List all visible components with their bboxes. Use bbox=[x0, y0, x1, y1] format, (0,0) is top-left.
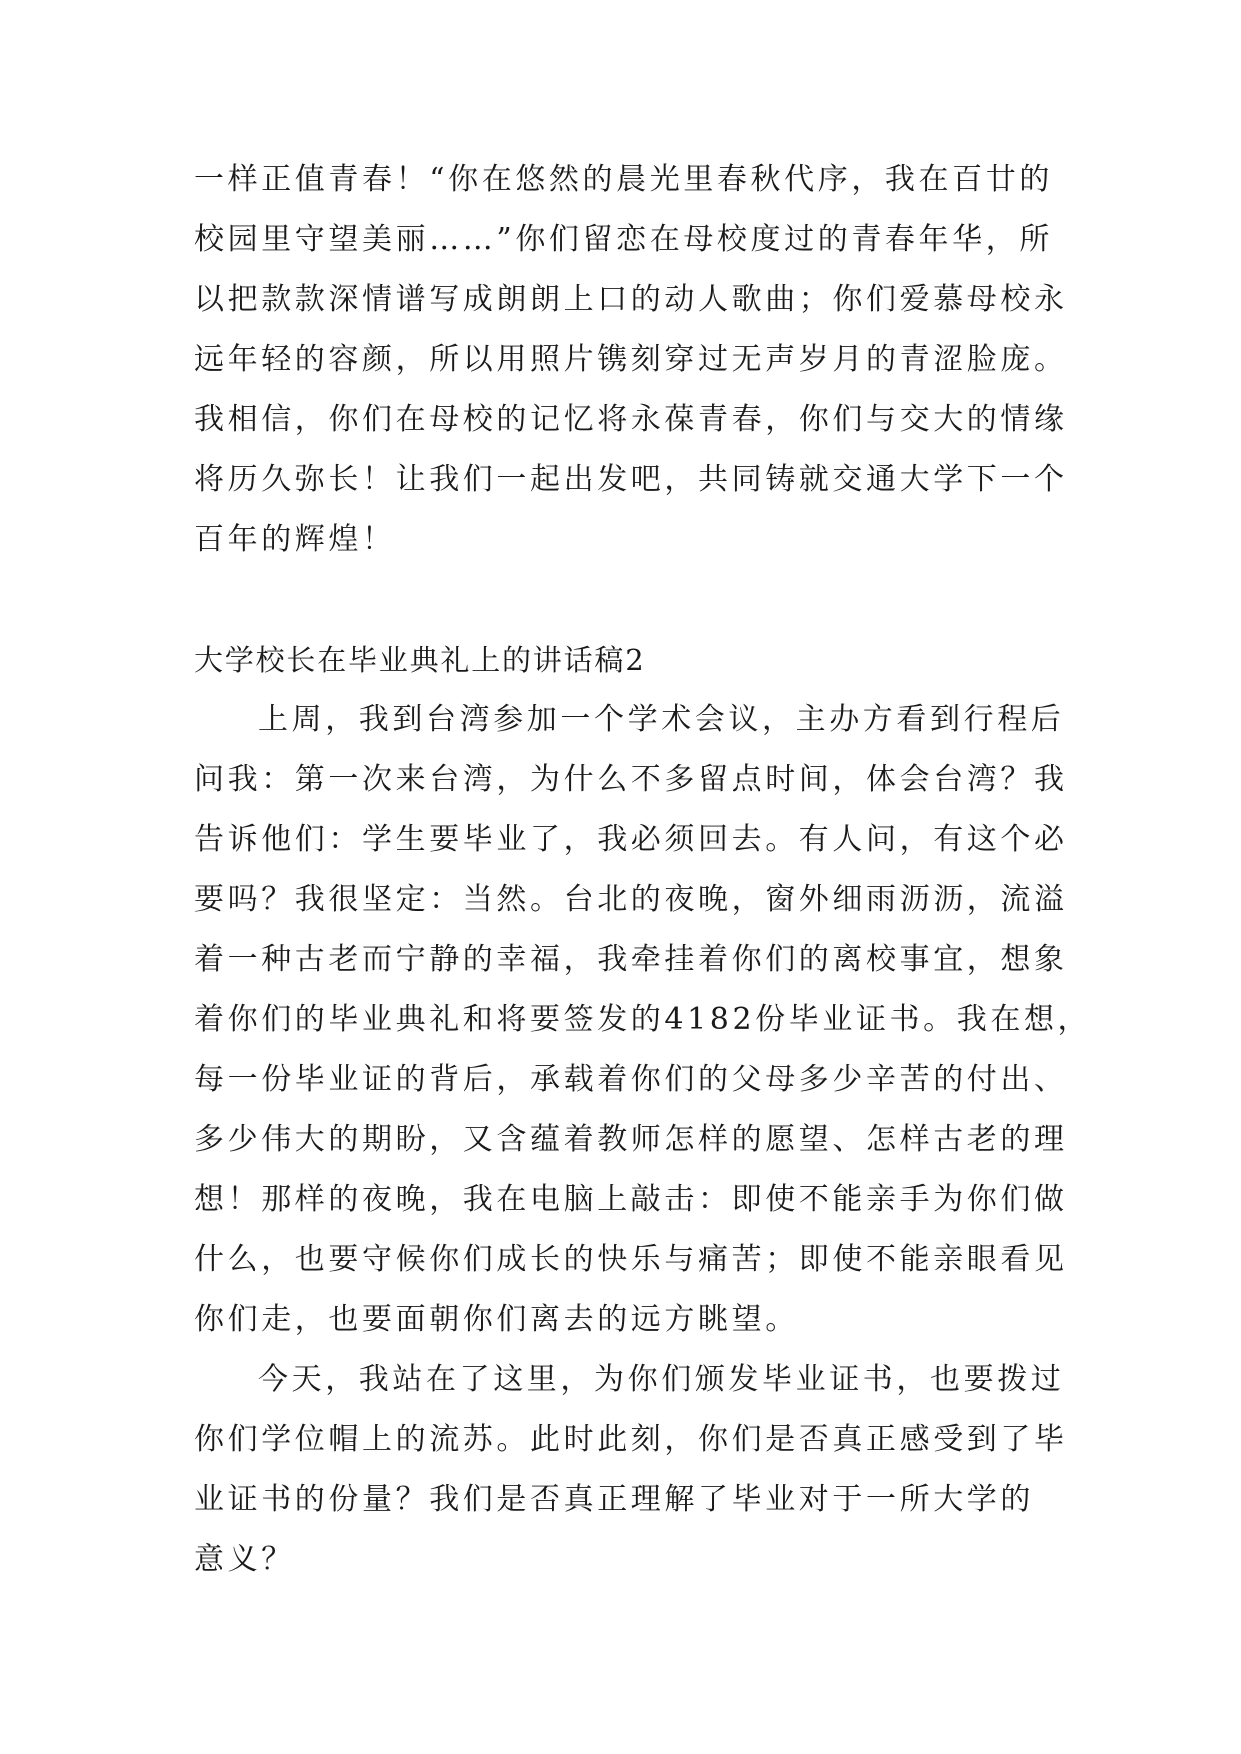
paragraph-3 bbox=[194, 1350, 1068, 1590]
paragraph-line: 意义？ bbox=[194, 1542, 295, 1577]
paragraph-line: 多少伟大的期盼，又含蕴着教师怎样的愿望、怎样古老的理 bbox=[194, 1122, 1068, 1157]
paragraph-line: 业证书的份量？我们是否真正理解了毕业对于一所大学的 bbox=[194, 1482, 1034, 1517]
paragraph-line: 校园里守望美丽……”你们留恋在母校度过的青春年华，所 bbox=[194, 222, 1053, 257]
paragraph-line: 远年轻的容颜，所以用照片镌刻穿过无声岁月的青涩脸庞。 bbox=[194, 342, 1068, 377]
paragraph-line: 以把款款深情谱写成朗朗上口的动人歌曲；你们爱慕母校永 bbox=[194, 282, 1068, 317]
paragraph-line: 一样正值青春！“你在悠然的晨光里春秋代序，我在百廿的 bbox=[194, 162, 1053, 197]
paragraph-line: 问我：第一次来台湾，为什么不多留点时间，体会台湾？我 bbox=[194, 762, 1068, 797]
document-body bbox=[194, 150, 1092, 1590]
paragraph-1 bbox=[194, 150, 1068, 570]
paragraph-line: 我相信，你们在母校的记忆将永葆青春，你们与交大的情缘 bbox=[194, 402, 1068, 437]
section-heading: 大学校长在毕业典礼上的讲话稿2 bbox=[194, 643, 646, 677]
paragraph-line: 告诉他们：学生要毕业了，我必须回去。有人问，有这个必 bbox=[194, 822, 1068, 857]
paragraph-line: 你们走，也要面朝你们离去的远方眺望。 bbox=[194, 1302, 799, 1337]
paragraph-line: 你们学位帽上的流苏。此时此刻，你们是否真正感受到了毕 bbox=[194, 1422, 1068, 1457]
paragraph-line: 百年的辉煌！ bbox=[194, 522, 396, 557]
paragraph-2 bbox=[194, 690, 1092, 1350]
paragraph-line: 上周，我到台湾参加一个学术会议，主办方看到行程后 bbox=[258, 702, 1065, 737]
paragraph-line: 什么，也要守候你们成长的快乐与痛苦；即使不能亲眼看见 bbox=[194, 1242, 1068, 1277]
paragraph-line: 每一份毕业证的背后，承载着你们的父母多少辛苦的付出、 bbox=[194, 1062, 1068, 1097]
paragraph-line: 想！那样的夜晚，我在电脑上敲击：即使不能亲手为你们做 bbox=[194, 1182, 1068, 1217]
paragraph-line: 要吗？我很坚定：当然。台北的夜晚，窗外细雨沥沥，流溢 bbox=[194, 882, 1068, 917]
paragraph-line: 着你们的毕业典礼和将要签发的4182份毕业证书。我在想， bbox=[194, 1002, 1092, 1037]
paragraph-line: 今天，我站在了这里，为你们颁发毕业证书，也要拨过 bbox=[258, 1362, 1065, 1397]
paragraph-line: 将历久弥长！让我们一起出发吧，共同铸就交通大学下一个 bbox=[194, 462, 1068, 497]
paragraph-line: 着一种古老而宁静的幸福，我牵挂着你们的离校事宜，想象 bbox=[194, 942, 1068, 977]
